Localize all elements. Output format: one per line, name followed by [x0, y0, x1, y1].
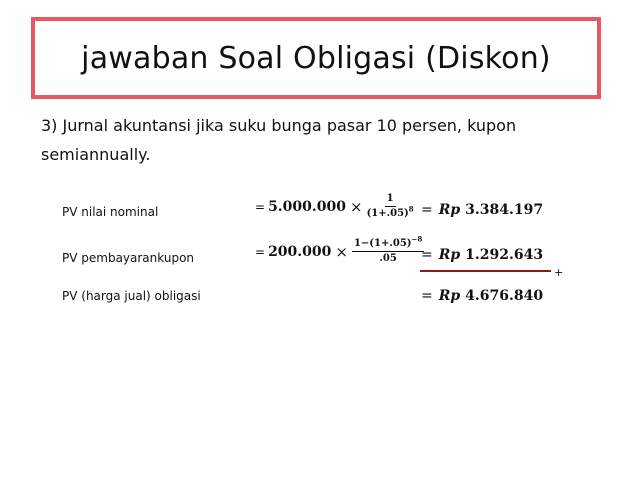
pv-total-result [421, 288, 543, 304]
fraction-numerator [352, 234, 424, 252]
pv-nominal-result [421, 202, 543, 218]
result-equals: = [421, 202, 433, 218]
fraction-denominator: .05 [379, 253, 397, 264]
pv-coupon-label: PV pembayarankupon [62, 251, 195, 265]
title-box [31, 17, 601, 99]
plus-sign: + [554, 266, 564, 279]
slide-title: jawaban Soal Obligasi (Diskon) [81, 40, 551, 76]
result-value: 1.292.643 [465, 247, 544, 263]
fraction-numerator: 1 [385, 193, 396, 207]
numerator-exponent: −8 [411, 234, 423, 244]
equals-sign: = [255, 199, 266, 214]
currency-label: Rp [438, 247, 461, 263]
denominator-base: (1+.05) [366, 208, 409, 219]
pv-nominal-label: PV nilai nominal [62, 205, 159, 219]
pv-coupon-result [421, 247, 543, 263]
discount-fraction [367, 193, 414, 220]
currency-label: Rp [438, 288, 461, 304]
result-equals: = [421, 288, 433, 304]
result-value: 4.676.840 [465, 288, 544, 304]
currency-label: Rp [438, 202, 461, 218]
pv-coupon-formula [255, 234, 424, 265]
times-sign: × [335, 242, 348, 261]
nominal-amount: 5.000.000 [268, 198, 346, 215]
numerator-base: 1−(1+.05) [353, 238, 412, 249]
times-sign: × [350, 197, 363, 216]
result-value: 3.384.197 [465, 202, 544, 218]
question-text: 3) Jurnal akuntansi jika suku bunga pasar 10 persen, kupon semiannually. [41, 116, 517, 164]
sum-underline [420, 270, 551, 272]
pv-nominal-formula [255, 193, 414, 220]
fraction-denominator [366, 204, 414, 220]
result-equals: = [421, 247, 433, 263]
pv-total-label: PV (harga jual) obligasi [62, 289, 201, 303]
annuity-fraction [352, 234, 424, 265]
equals-sign: = [255, 244, 266, 259]
denominator-exponent: 8 [408, 204, 414, 214]
coupon-amount: 200.000 [268, 243, 332, 260]
